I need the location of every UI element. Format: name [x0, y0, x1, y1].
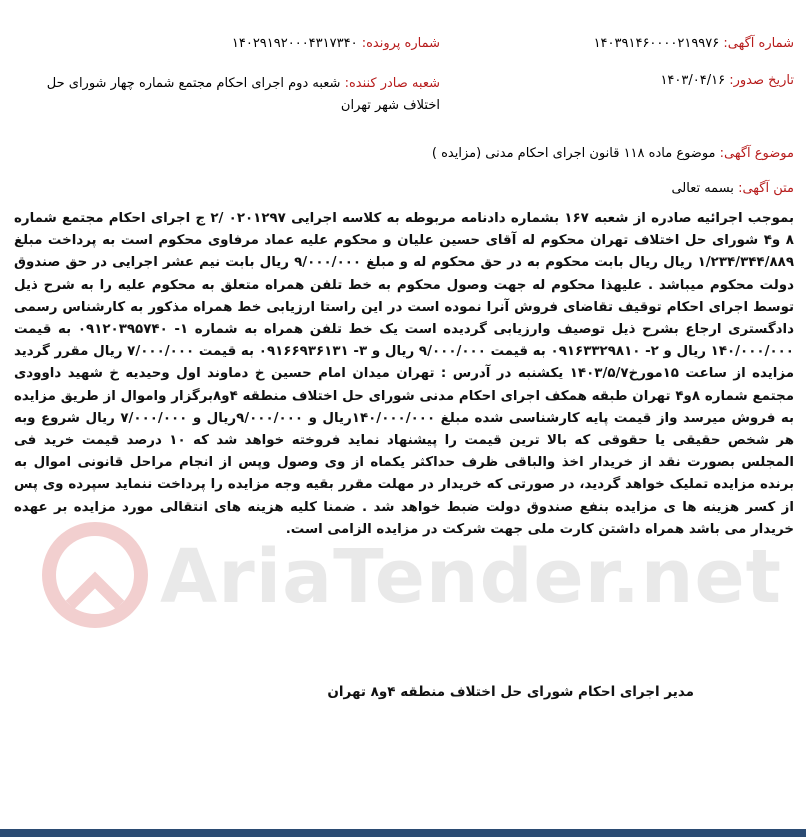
ad-text-label: متن آگهی: [738, 181, 794, 196]
ad-text-heading [671, 181, 794, 196]
case-number-value: ۱۴۰۲۹۱۹۲۰۰۰۴۳۱۷۳۴۰ [231, 36, 358, 51]
issuer-value: شعبه دوم اجرای احکام مجتمع شماره چهار شورای حل اختلاف شهر تهران [46, 76, 440, 113]
ad-number-value: ۱۴۰۳۹۱۴۶۰۰۰۰۲۱۹۹۷۶ [593, 36, 720, 51]
watermark-text: AriaTender.net [160, 534, 783, 620]
issuer-label: شعبه صادر کننده: [344, 76, 440, 91]
case-number-field [232, 36, 440, 51]
issue-date-field [660, 73, 794, 88]
issuer-field [10, 73, 440, 117]
issue-date-value: ۱۴۰۳/۰۴/۱۶ [660, 73, 726, 88]
signature-line: مدیر اجرای احکام شورای حل اختلاف منطقه ۴و۸ تهران [327, 684, 694, 700]
ad-body-text: بموجب اجرائیه صادره از شعبه ۱۶۷ بشماره دادنامه مربوطه به کلاسه اجرایی ۰۲۰۱۲۹۷ /۲ ج اجرای احکام مجتمع شماره ۸ و۴ شورای حل اختلاف تهران محکوم له آقای حسین علیان و محکوم علیه عماد مرفاوی محکوم است به پرداخت مبلغ ۱/۲۳۴/۳۴۴/۸۸۹ ریال ریال بابت محکوم به در حق محکوم له و مبلغ ۹/۰۰۰/۰۰۰ ریال بابت نیم عشر اجرایی در حق صندوق دولت محکوم میباشد . علیهذا محکوم له جهت وصول محکوم به خط تلفن همراه متعلق به محکوم علیه را به شرح ذیل توسط اجرای احکام توقیف تقاضای فروش آنرا نموده است در این راستا ارزیابی خط همراه مذکور به کارشناس رسمی دادگستری ارجاع بشرح ذیل توصیف وارزیابی گردیده است یک خط تلفن همراه به شماره ۱- ۰۹۱۲۰۳۹۵۷۴۰ به قیمت ۱۴۰/۰۰۰/۰۰۰ ریال و ۲- ۰۹۱۶۳۳۲۹۸۱۰ به قیمت ۹/۰۰۰/۰۰۰ ریال و ۳- ۰۹۱۶۶۹۳۶۱۳۱ به قیمت ۷/۰۰۰/۰۰۰ ریال مقرر گردید مزایده از ساعت ۱۵مورخ۱۴۰۳/۵/۷ یکشنبه در آدرس : تهران میدان امام حسین خ دماوند اول وحیدیه خ شهید داوودی مجتمع شماره ۸و۴ تهران طبقه همکف اجرای احکام مدنی شورای حل اختلاف منطقه ۴و۸برگزار واموال از طریق مزایده به فروش میرسد واز قیمت پایه کارشناسی شده مبلغ ۱۴۰/۰۰۰/۰۰۰ریال و ۹/۰۰۰/۰۰۰ریال و ۷/۰۰۰/۰۰۰ ریال شروع وبه هر شخص حقیقی یا حقوقی که بالا ترین قیمت را پیشنهاد نماید فروخته خواهد شد که ۱۰ درصد قیمت خرید فی المجلس بصورت نقد از خریدار اخذ والباقی ظرف حداکثر یکماه از وی وصول وپس از انجام مراحل قانونی اموال به برنده مزایده تملیک خواهد گردید، در صورتی که خریدار در مهلت مقرر بقیه وجه مزایده را پرداخت ننماید سپرده وی پس از کسر هزینه ها ی مزایده بنفع صندوق دولت ضبط خواهد شد . ضمنا کلیه هزینه های انتقالی مورد مزایده بر عهده خریدار می باشد همراه داشتن کارت ملی جهت شرکت در مزایده الزامی است. [14, 211, 794, 537]
ad-text-opening: بسمه تعالی [671, 181, 734, 196]
ad-number-field [594, 36, 794, 51]
case-number-label: شماره پرونده: [361, 36, 440, 51]
subject-label: موضوع آگهی: [719, 146, 794, 161]
issue-date-label: تاریخ صدور: [729, 73, 794, 88]
bottom-bar [0, 829, 806, 837]
subject-value: موضوع ماده ۱۱۸ قانون اجرای احکام مدنی (مزایده ) [431, 146, 716, 161]
subject-field [432, 146, 794, 161]
ad-number-label: شماره آگهی: [723, 36, 794, 51]
